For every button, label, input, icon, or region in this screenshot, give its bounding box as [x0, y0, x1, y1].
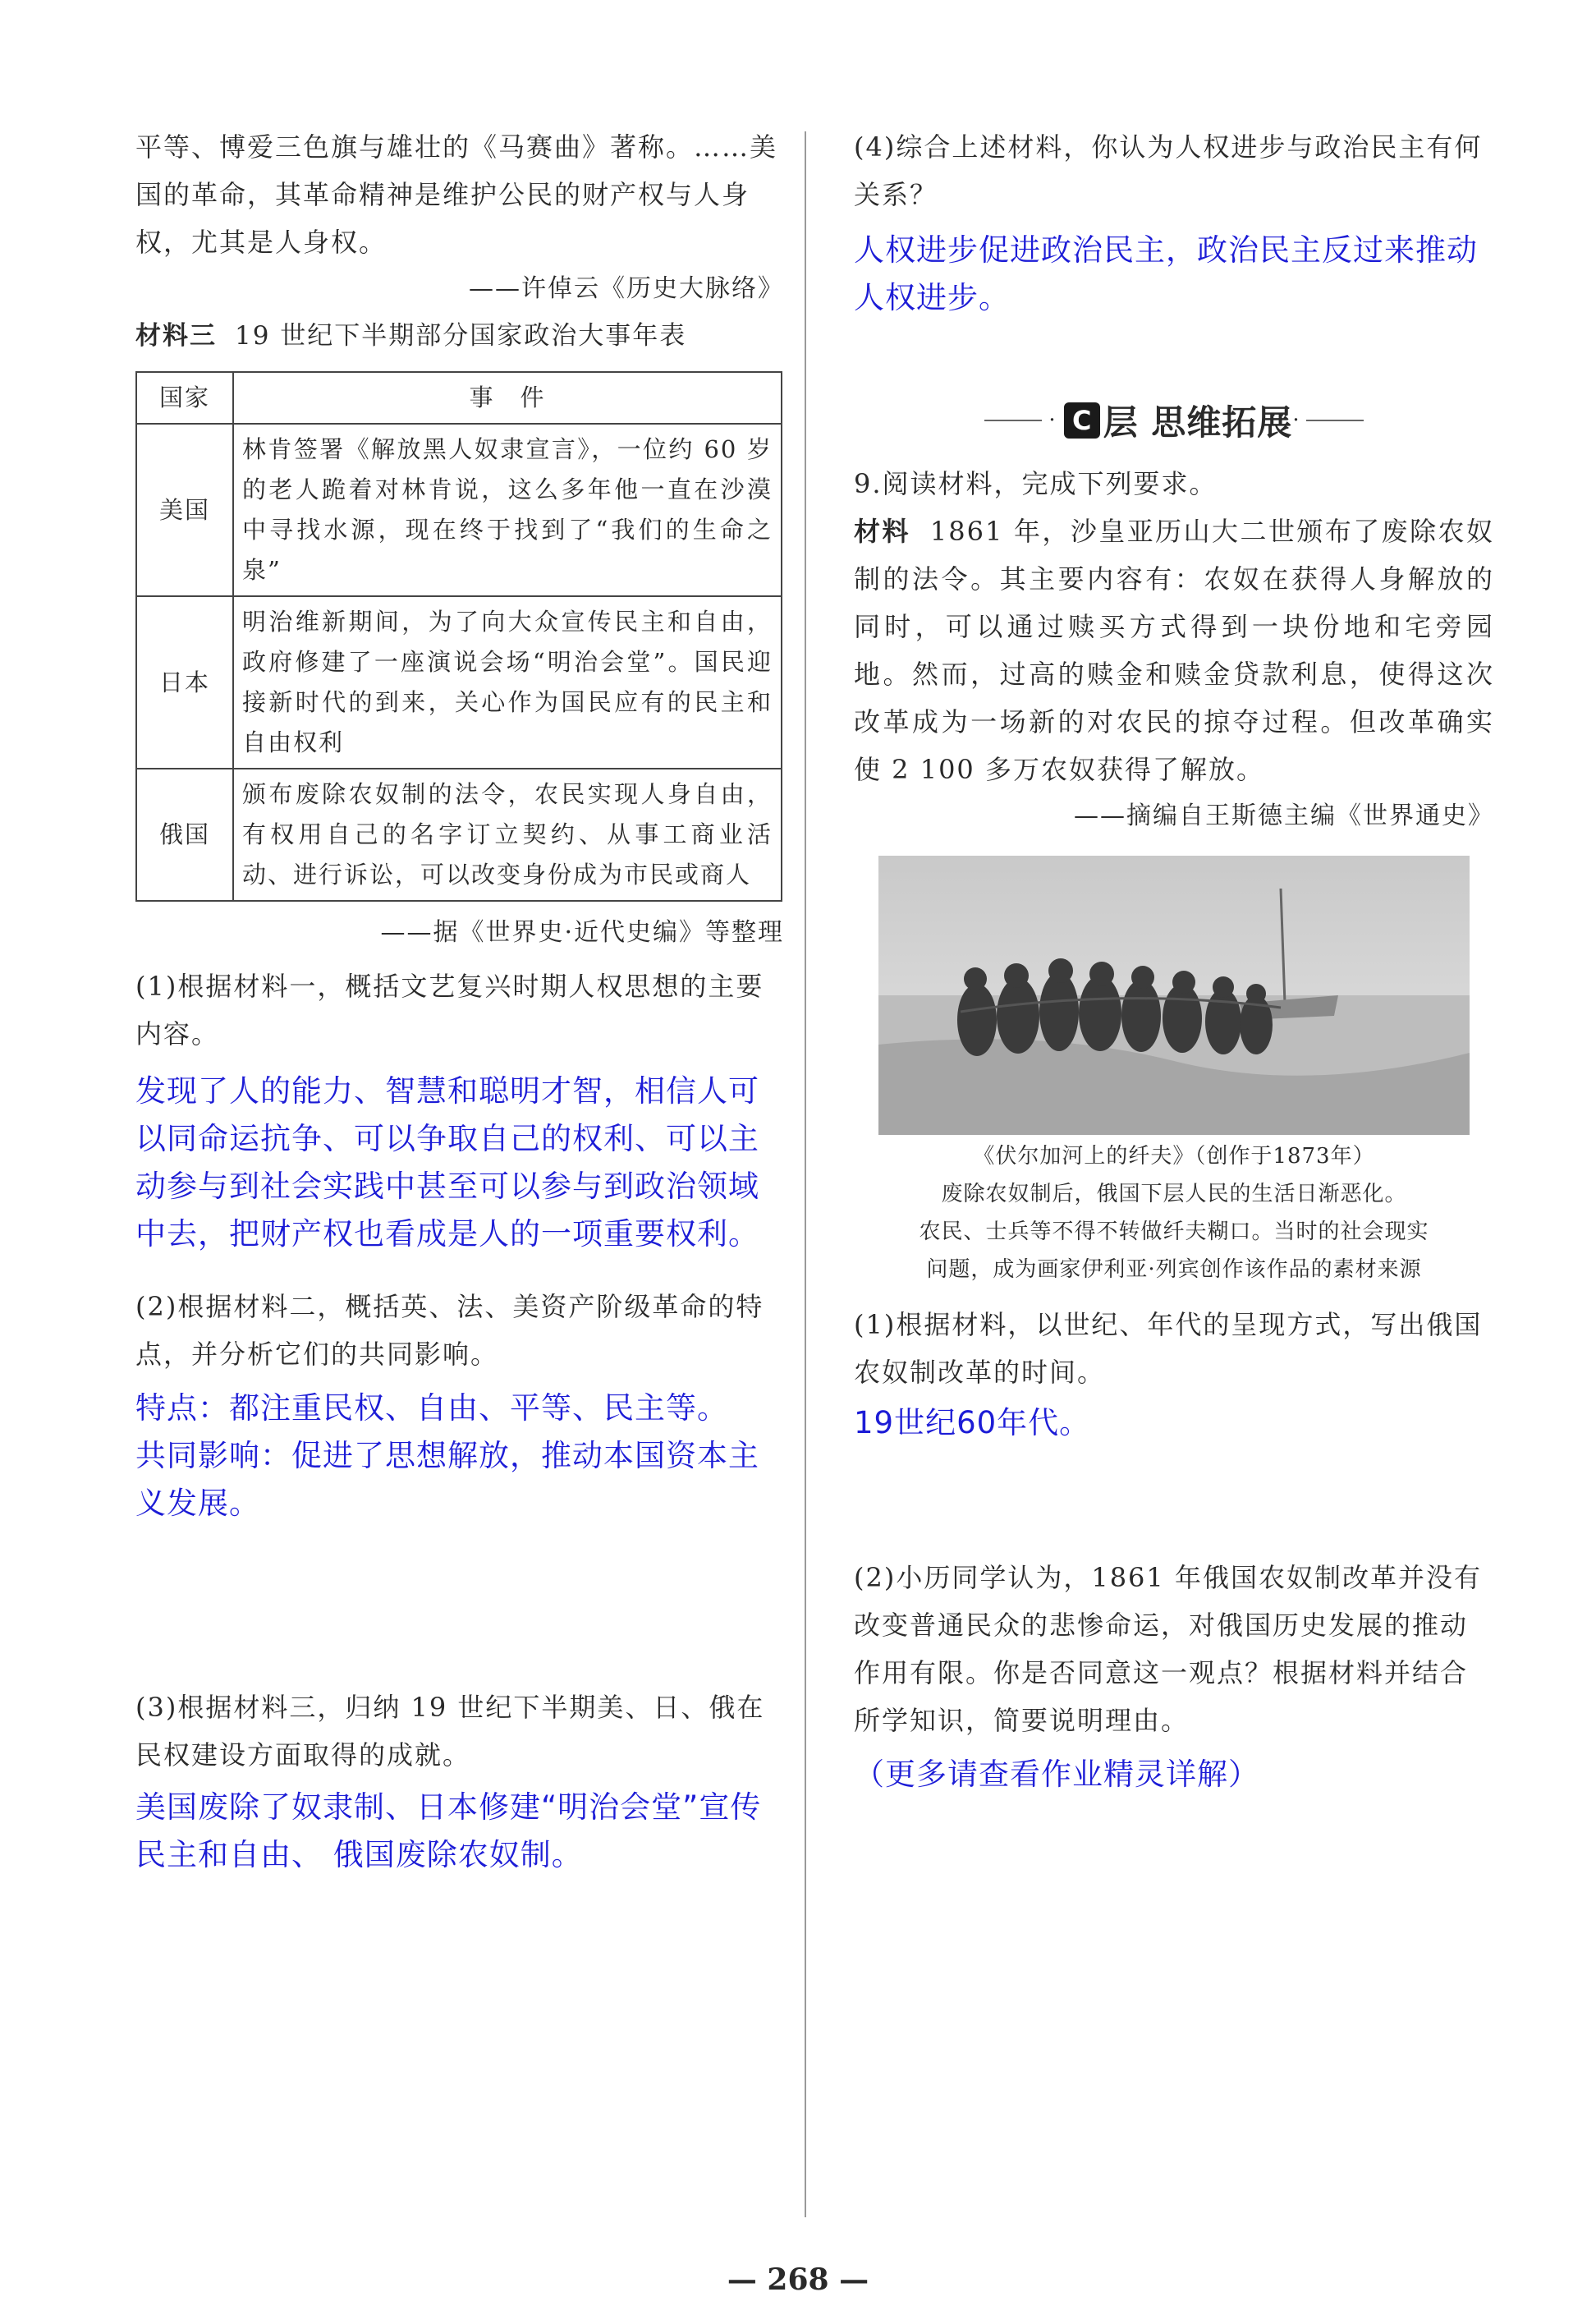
column-divider	[805, 131, 806, 2217]
question-9: 9.阅读材料，完成下列要求。	[854, 468, 1218, 499]
material-citation: ——摘编自王斯德主编《世界通史》	[1074, 802, 1494, 830]
header-country: 国家	[136, 372, 233, 424]
material-text: 1861 年，沙皇亚历山大二世颁布了废除农奴制的法令。其主要内容有：农奴在获得人身解放的同时，可以通过赎买方式得到一块份地和宅旁园地。然而，过高的赎金和赎金贷款利息，使得这次改革成为一场新的对农民的掠夺过程。但改革确实使 2 100 多万农奴获得了解放。	[854, 516, 1494, 785]
caption-line-4: 问题，成为画家伊利亚·列宾创作该作品的素材来源	[926, 1257, 1422, 1282]
events-table	[135, 371, 782, 902]
table-header-row	[136, 372, 782, 424]
caption-line-2: 废除农奴制后，俄国下层人民的生活日渐恶化。	[941, 1182, 1407, 1206]
caption-title: 《伏尔加河上的纤夫》（创作于1873年）	[973, 1144, 1375, 1169]
row-country: 日本	[136, 596, 233, 769]
intro-line-1: 平等、博爱三色旗与雄壮的《马赛曲》著称。……美	[135, 131, 778, 163]
header-rule-right	[1306, 420, 1364, 421]
left-column	[135, 123, 784, 1879]
answer-4: 人权进步促进政治民主，政治民主反过来推动人权进步。	[854, 232, 1478, 315]
page-number: — 268 —	[727, 2262, 869, 2297]
header-event: 事 件	[233, 372, 782, 424]
header-rule-left	[984, 420, 1042, 421]
intro-line-2: 国的革命，其革命精神是维护公民的财产权与人身	[135, 179, 750, 210]
table-row	[136, 769, 782, 901]
sub-question-1: (1)根据材料，以世纪、年代的呈现方式，写出俄国农奴制改革的时间。	[854, 1309, 1483, 1388]
section-header	[854, 396, 1494, 445]
barge-haulers-painting	[878, 856, 1470, 1135]
answer-2-features: 特点：都注重民权、自由、平等、民主等。	[135, 1390, 728, 1426]
intro-citation: ——许倬云《历史大脉络》	[469, 274, 784, 303]
painting-image	[878, 856, 1470, 1135]
answer-1: 发现了人的能力、智慧和聪明才智，相信人可以同命运抗争、可以争取自己的权利、可以主动参与到社会实践中甚至可以参与到政治领域中去，把财产权也看成是人的一项重要权利。	[135, 1073, 759, 1252]
row-country: 美国	[136, 424, 233, 596]
material3-label: 材料三	[135, 321, 217, 351]
row-event: 林肯签署《解放黑人奴隶宣言》，一位约 60 岁的老人跪着对林肯说，这么多年他一直在沙漠中寻找水源，现在终于找到了“我们的生命之泉”	[233, 424, 782, 596]
question-4: (4)综合上述材料，你认为人权进步与政治民主有何关系？	[854, 131, 1483, 210]
right-column	[854, 123, 1494, 1798]
caption-line-3: 农民、士兵等不得不转做纤夫糊口。当时的社会现实	[919, 1220, 1429, 1244]
answer-2-impact: 共同影响：促进了思想解放，推动本国资本主义发展。	[135, 1438, 759, 1521]
sub-question-2: (2)小历同学认为，1861 年俄国农奴制改革并没有改变普通民众的悲惨命运，对俄国历史发展的推动作用有限。你是否同意这一观点？根据材料并结合所学知识，简要说明理由。	[854, 1562, 1482, 1736]
header-dot-right: ·	[1292, 408, 1300, 433]
material-paragraph	[854, 508, 1494, 793]
sub-answer-1: 19世纪60年代。	[854, 1405, 1091, 1440]
table-row	[136, 596, 782, 769]
intro-line-3: 权，尤其是人身权。	[135, 227, 388, 258]
row-country: 俄国	[136, 769, 233, 901]
table-citation: ——据《世界史·近代史编》等整理	[380, 918, 784, 947]
header-dot-left: ·	[1048, 408, 1056, 433]
material-label: 材料	[854, 516, 910, 547]
sub-answer-2: （更多请查看作业精灵详解）	[854, 1757, 1259, 1792]
material3-title: 19 世纪下半期部分国家政治大事年表	[235, 321, 687, 351]
question-3: (3)根据材料三，归纳 19 世纪下半期美、日、俄在民权建设方面取得的成就。	[135, 1692, 765, 1771]
material3-heading	[135, 312, 784, 360]
row-event: 颁布废除农奴制的法令，农民实现人身自由，有权用自己的名字订立契约、从事工商业活动、进行诉讼，可以改变身份成为市民或商人	[233, 769, 782, 901]
section-title: 层 思维拓展	[1103, 402, 1293, 443]
row-event: 明治维新期间，为了向大众宣传民主和自由，政府修建了一座演说会场“明治会堂”。国民迎接新时代的到来，关心作为国民应有的民主和自由权利	[233, 596, 782, 769]
section-badge: C	[1064, 402, 1100, 439]
question-1: (1)根据材料一，概括文艺复兴时期人权思想的主要内容。	[135, 971, 764, 1050]
answer-3: 美国废除了奴隶制、日本修建“明治会堂”宣传民主和自由、 俄国废除农奴制。	[135, 1789, 762, 1872]
table-row	[136, 424, 782, 596]
question-2: (2)根据材料二，概括英、法、美资产阶级革命的特点，并分析它们的共同影响。	[135, 1291, 764, 1370]
